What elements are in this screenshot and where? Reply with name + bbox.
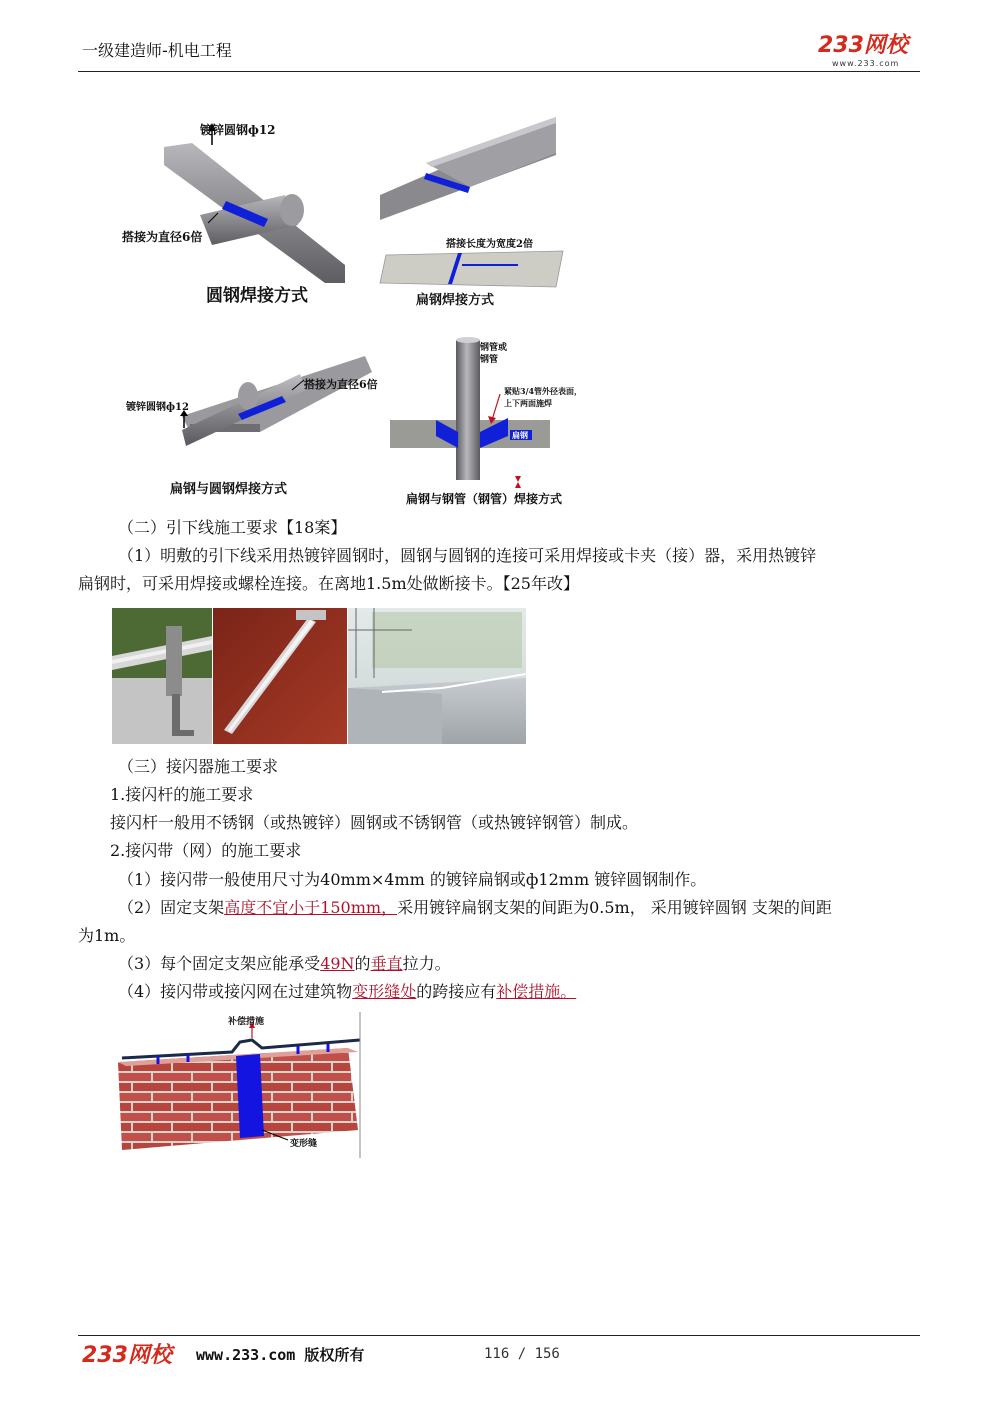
label-lap-2x-width: 搭接长度为宽度2倍 [446,239,533,250]
label-lap-6x-diameter: 搭接为直径6倍 [122,230,203,244]
label-steel-pipe: 钢管或钢管 [480,343,508,365]
caption-flat-round-welding: 扁钢与圆钢焊接方式 [170,482,288,497]
section-3-2-para-3: （3）每个固定支架应能承受49N的垂直拉力。 [118,954,451,973]
section-2-title: （二）引下线施工要求【18案】 [118,518,347,537]
section-3-2-para-1: （1）接闪带一般使用尺寸为40mm×4mm 的镀锌扁钢或ф12mm 镀锌圆钢制作。 [118,870,707,889]
down-conductor-photos [112,608,526,744]
caption-flat-pipe-welding: 扁钢与钢管（钢管）焊接方式 [406,492,563,506]
header-rule [78,71,920,72]
highlight-compensation: 补偿措施。 [496,982,577,1001]
section-2-para-1-line-1: （1）明敷的引下线采用热镀锌圆钢时，圆钢与圆钢的连接可采用焊接或卡夹（接）器，采用热镀锌 [118,546,817,565]
brick-wall-illustration [112,1012,368,1158]
figure-round-steel-welding [120,115,360,310]
caption-round-steel-welding: 圆钢焊接方式 [206,286,308,306]
figure-flat-steel-welding [378,115,568,310]
label-lap-6x-diameter-2: 搭接为直径6倍 [304,378,378,391]
highlight-49n: 49N [320,954,355,973]
section-3-2-para-2: （2）固定支架高度不宜小于150mm，采用镀锌扁钢支架的间距为0.5m， 采用镀锌圆钢 支架的间距 [118,898,832,917]
section-3-1-title: 1.接闪杆的施工要求 [110,785,254,804]
section-2-para-1-line-2: 扁钢时，可采用焊接或螺栓连接。在离地1.5m处做断接卡。【25年改】 [78,574,579,593]
highlight-bracket-height: 高度不宜小于150mm， [224,898,398,917]
page-number: 116 / 156 [484,1346,560,1362]
label-weld-surface-2: 上下两面施焊 [504,398,552,408]
section-3-2-para-4: （4）接闪带或接闪网在过建筑物变形缝处的跨接应有补偿措施。 [118,982,577,1001]
figure-flat-pipe-welding [388,332,588,510]
section-3-2-title: 2.接闪带（网）的施工要求 [110,841,302,860]
label-weld-surface-1: 紧贴3/4管外径表面， [504,386,583,396]
brand-logo: 233网校 www.233.com [818,33,908,68]
photo-strip-down-conductor [112,608,526,744]
caption-flat-steel-welding: 扁钢焊接方式 [416,293,495,308]
section-3-title: （三）接闪器施工要求 [118,757,279,776]
header-title: 一级建造师-机电工程 [82,41,232,60]
section-3-2-para-2-cont: 为1m。 [78,926,136,945]
figure-flat-round-welding [120,350,380,500]
figure-expansion-joint [112,1012,368,1158]
footer-copyright: www.233.com 版权所有 [196,1346,365,1364]
footer-logo: 233网校 [82,1343,172,1368]
label-expansion-joint: 变形缝 [290,1139,318,1149]
highlight-expansion-joint: 变形缝处 [352,982,417,1001]
highlight-vertical: 垂直 [370,954,403,973]
label-galvanized-round-steel-2: 镀锌圆钢ф12 [126,402,189,413]
section-3-1-text: 接闪杆一般用不锈钢（或热镀锌）圆钢或不锈钢管（或热镀锌钢管）制成。 [110,813,639,832]
flat-steel-illustration [378,115,568,310]
label-flat-steel: 扁钢 [512,430,528,440]
label-compensation-measure: 补偿措施 [228,1017,265,1027]
footer-rule [78,1335,920,1336]
label-galvanized-round-steel: 镀锌圆钢ф12 [200,123,276,137]
